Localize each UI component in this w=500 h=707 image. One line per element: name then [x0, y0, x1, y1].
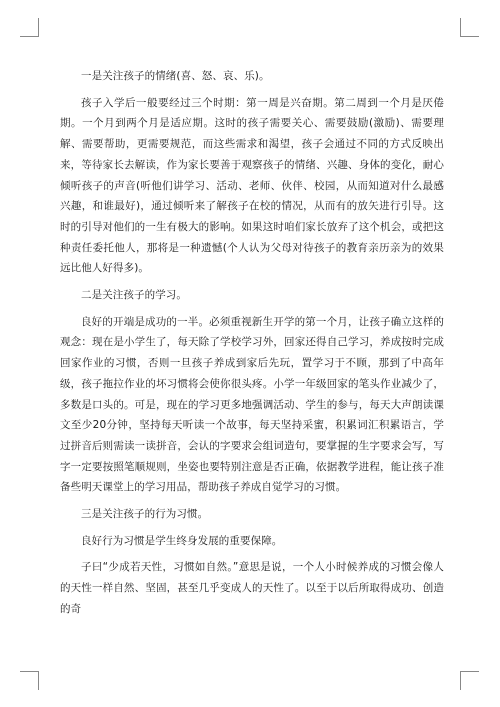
paragraph-habits-intro: 良好行为习惯是学生终身发展的重要保障。: [81, 534, 283, 547]
crop-mark-top-left: [20, 18, 39, 37]
crop-mark-bottom-left: [20, 671, 39, 690]
crop-mark-bottom-right: [460, 671, 479, 690]
crop-mark-top-right: [460, 18, 479, 37]
document-body: [60, 66, 444, 626]
paragraph-heading-study: 二是关注孩子的学习。: [81, 289, 187, 302]
paragraph-heading-habits: 三是关注孩子的行为习惯。: [81, 508, 209, 521]
paragraph-heading-emotions: 一是关注孩子的情绪(喜、怒、哀、乐)。: [81, 70, 270, 82]
paragraph-study-body: 良好的开端是成功的一半。必须重视新生开学的第一个月，让孩子确立这样的观念：现在是小学生了，每天除了学校学习外，回家还得自己学习，养成按时完成回家作业的习惯，否则一旦孩子养成到家后先玩，置学习于不顾，那到了中高年级，孩子拖拉作业的坏习惯将会使你很头疼。小学一年级回家的笔头作业减少了，多数是口头的。可是，现在的学习更多地强调活动、学生的参与，每天大声朗读课文至少20分钟，坚持每天听读一个故事，每天坚持采蜜，积累词汇积累语言，学过拼音后则需读一读拼音，会认的字要求会组词造句，要掌握的生字要求会写，写字一定要按照笔顺规则，坐姿也要特别注意是否正确，依据教学进程，能让孩子准备些明天课堂上的学习用品，帮助孩子养成自觉学习的习惯。: [60, 315, 444, 494]
paragraph-habits-quote: 子曰“少成若天性，习惯如自然。”意思是说，一个人小时候养成的习惯会像人的天性一样自然、坚固，甚至几乎变成人的天性了。以至于以后所取得成功、创造的奇: [60, 561, 444, 615]
paragraph-emotions-body: 孩子入学后一般要经过三个时期：第一周是兴奋期。第二周到一个月是厌倦期。一个月到两个月是适应期。这时的孩子需要关心、需要鼓励(激励)、需要理解、需要帮助，更需要规范，而这些需求和渴望，孩子会通过不同的方式反映出来，等待家长去解读，作为家长要善于观察孩子的情绪、兴趣、身体的变化，耐心倾听孩子的声音(听他们讲学习、活动、老师、伙伴、校园，从而知道对什么最感兴趣，和谁最好)，通过倾听来了解孩子在校的情况，从而有的放矢进行引导。这时的引导对他们的一生有极大的影响。如果这时咱们家长放弃了这个机会，或把这种责任委托他人，那将是一种遗憾(个人认为父母对待孩子的教育亲历亲为的效果远比他人好得多)。: [60, 96, 444, 275]
